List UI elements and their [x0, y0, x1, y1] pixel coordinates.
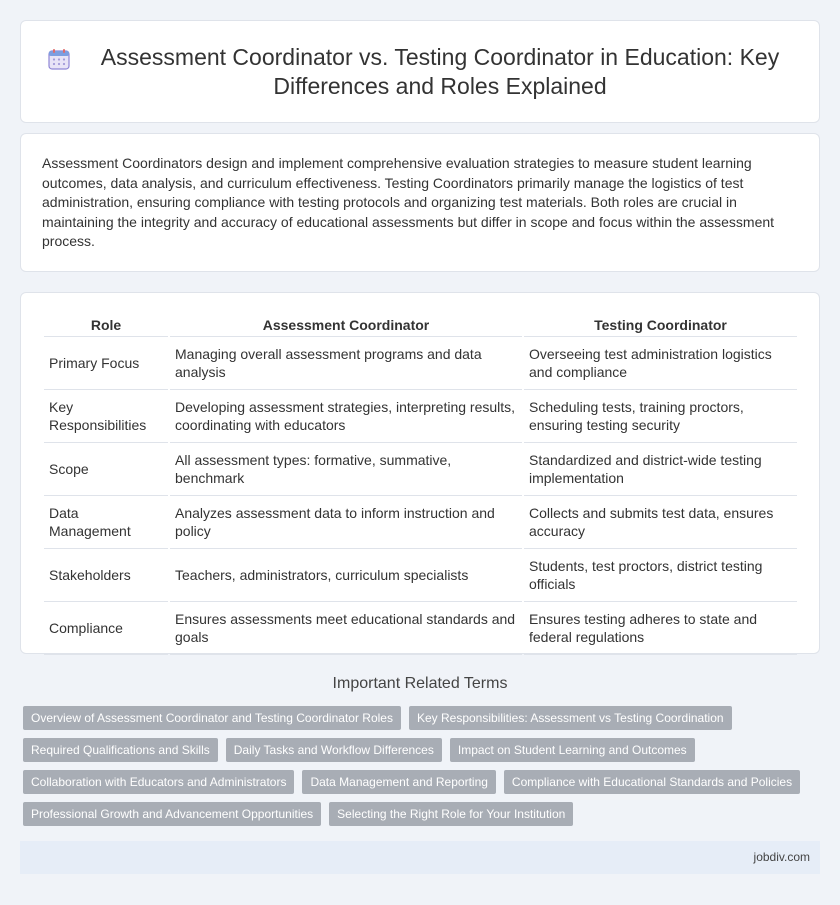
row-label: Data Management — [44, 496, 168, 549]
related-term-tag[interactable]: Collaboration with Educators and Administrators — [23, 770, 294, 794]
row-label: Scope — [44, 443, 168, 496]
table-row — [44, 496, 797, 549]
assessment-cell: All assessment types: formative, summative, benchmark — [170, 443, 522, 496]
related-term-tag[interactable]: Compliance with Educational Standards and Policies — [504, 770, 800, 794]
related-term-tag[interactable]: Impact on Student Learning and Outcomes — [450, 738, 695, 762]
row-label: Compliance — [44, 602, 168, 655]
testing-cell: Collects and submits test data, ensures accuracy — [524, 496, 797, 549]
footer — [20, 841, 820, 874]
footer-site-link[interactable]: jobdiv.com — [753, 850, 810, 864]
testing-cell: Overseeing test administration logistics and compliance — [524, 337, 797, 390]
related-term-tag[interactable]: Key Responsibilities: Assessment vs Testing Coordination — [409, 706, 732, 730]
assessment-cell: Managing overall assessment programs and data analysis — [170, 337, 522, 390]
intro-paragraph: Assessment Coordinators design and implement comprehensive evaluation strategies to measure student learning outcomes, data analysis, and curriculum effectiveness. Testing Coordinators primarily manage the logistics of test administration, ensuring compliance with testing protocols and organizing test materials. Both roles are crucial in maintaining the integrity and accuracy of educational assessments but differ in scope and focus within the assessment process. — [42, 155, 775, 249]
table-row — [44, 602, 797, 655]
testing-cell: Ensures testing adheres to state and federal regulations — [524, 602, 797, 655]
assessment-cell: Developing assessment strategies, interpreting results, coordinating with educators — [170, 390, 522, 443]
related-term-tag[interactable]: Data Management and Reporting — [302, 770, 495, 794]
related-term-tag[interactable]: Professional Growth and Advancement Opportunities — [23, 802, 321, 826]
related-term-tag[interactable]: Selecting the Right Role for Your Institution — [329, 802, 573, 826]
testing-cell: Students, test proctors, district testing officials — [524, 549, 797, 602]
table-row — [44, 337, 797, 390]
row-label: Primary Focus — [44, 337, 168, 390]
comparison-table — [42, 315, 799, 655]
comparison-table-card — [20, 292, 820, 654]
table-header-row — [44, 315, 797, 337]
table-row — [44, 549, 797, 602]
assessment-cell: Ensures assessments meet educational standards and goals — [170, 602, 522, 655]
related-term-tag[interactable]: Overview of Assessment Coordinator and Testing Coordinator Roles — [23, 706, 401, 730]
assessment-cell: Analyzes assessment data to inform instruction and policy — [170, 496, 522, 549]
page-title: Assessment Coordinator vs. Testing Coordinator in Education: Key Differences and Roles Explained — [100, 44, 780, 99]
row-label: Stakeholders — [44, 549, 168, 602]
column-header-testing-coordinator: Testing Coordinator — [524, 315, 797, 337]
related-term-tag[interactable]: Daily Tasks and Workflow Differences — [226, 738, 442, 762]
row-label: Key Responsibilities — [44, 390, 168, 443]
intro-card — [20, 133, 820, 272]
table-row — [44, 390, 797, 443]
related-term-tag[interactable]: Required Qualifications and Skills — [23, 738, 218, 762]
column-header-assessment-coordinator: Assessment Coordinator — [170, 315, 522, 337]
related-terms-heading: Important Related Terms — [332, 675, 508, 692]
testing-cell: Standardized and district-wide testing implementation — [524, 443, 797, 496]
assessment-cell: Teachers, administrators, curriculum specialists — [170, 549, 522, 602]
header-card — [20, 20, 820, 123]
column-header-role: Role — [44, 315, 168, 337]
related-terms-list — [23, 706, 823, 826]
testing-cell: Scheduling tests, training proctors, ensuring testing security — [524, 390, 797, 443]
table-row — [44, 443, 797, 496]
